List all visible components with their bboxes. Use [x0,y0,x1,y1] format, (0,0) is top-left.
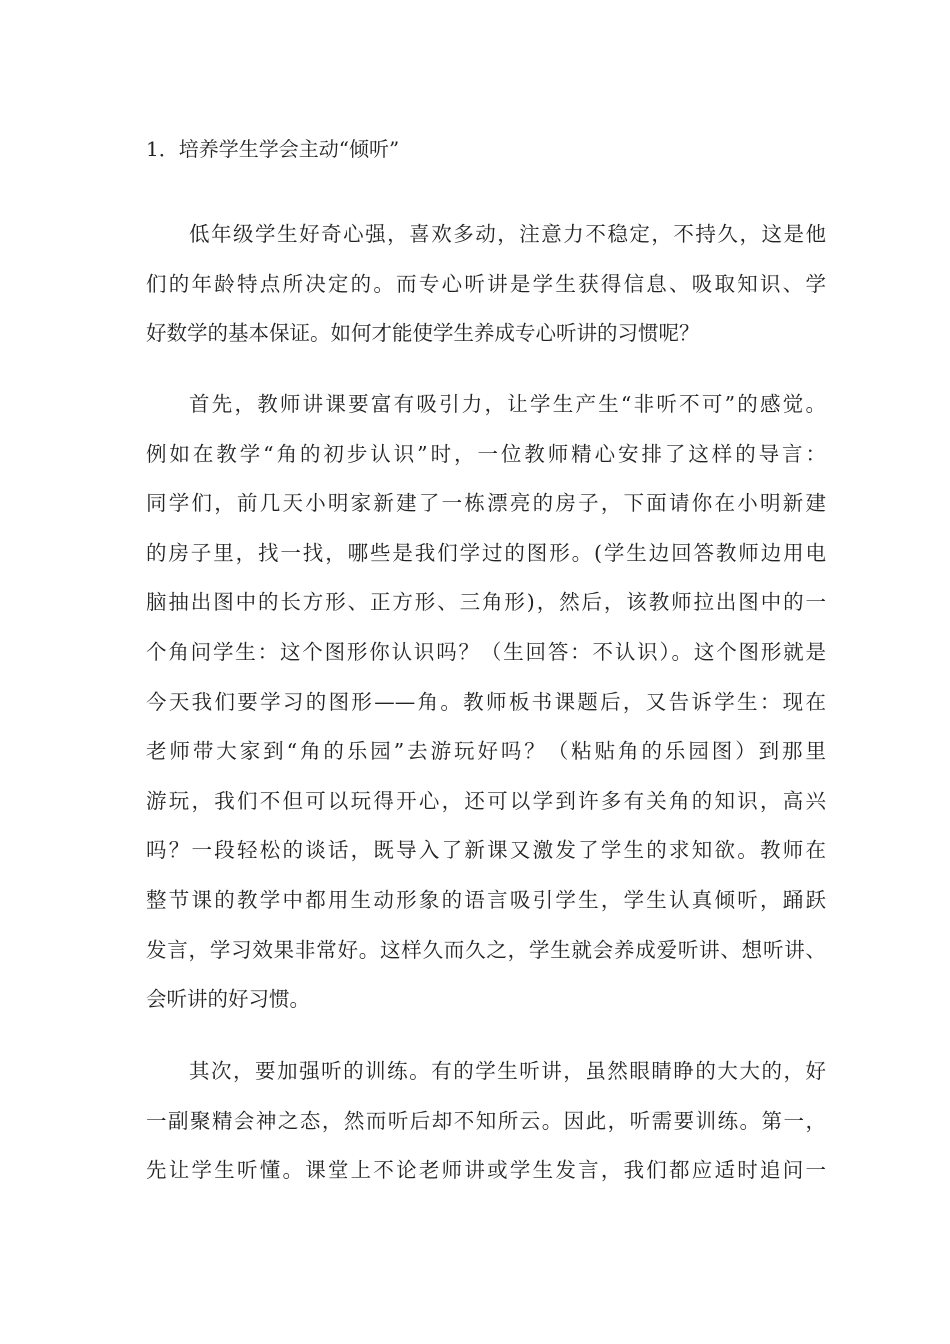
text-line: 先让学生听懂。课堂上不论老师讲或学生发言，我们都应适时追问一 [146,1158,826,1183]
text-line: 发言，学习效果非常好。这样久而久之，学生就会养成爱听讲、想听讲、 [146,937,826,962]
text-line: 们的年龄特点所决定的。而专心听讲是学生获得信息、吸取知识、学 [146,271,826,296]
text-line: 吗？一段轻松的谈话，既导入了新课又激发了学生的求知欲。教师在 [146,838,826,863]
section-heading: 1．培养学生学会主动“倾听” [146,137,400,161]
text-line: 游玩，我们不但可以玩得开心，还可以学到许多有关角的知识，高兴 [146,788,826,813]
text-line: 一副聚精会神之态，然而听后却不知所云。因此，听需要训练。第一， [146,1108,826,1133]
paragraph-second-method [146,1047,826,1196]
text-line: 脑抽出图中的长方形、正方形、三角形)，然后，该教师拉出图中的一 [146,590,826,615]
text-line: 低年级学生好奇心强，喜欢多动，注意力不稳定，不持久，这是他 [189,222,826,246]
text-line: 会听讲的好习惯。 [146,987,310,1012]
paragraph-listening-intro [146,210,826,359]
text-line: 同学们，前几天小明家新建了一栋漂亮的房子，下面请你在小明新建 [146,491,826,516]
paragraph-first-method [146,380,826,1025]
text-line: 的房子里，找一找，哪些是我们学过的图形。(学生边回答教师边用电 [146,540,826,565]
text-line: 首先，教师讲课要富有吸引力，让学生产生“非听不可”的感觉。 [189,392,826,416]
text-line: 个角问学生：这个图形你认识吗？（生回答：不认识）。这个图形就是 [146,639,826,664]
text-line: 今天我们要学习的图形——角。教师板书课题后，又告诉学生：现在 [146,689,826,714]
text-line: 其次，要加强听的训练。有的学生听讲，虽然眼睛睁的大大的，好 [189,1059,826,1083]
text-line: 老师带大家到“角的乐园”去游玩好吗？（粘贴角的乐园图）到那里 [146,739,826,764]
text-line: 整节课的教学中都用生动形象的语言吸引学生，学生认真倾听，踊跃 [146,887,826,912]
text-line: 例如在教学“角的初步认识”时，一位教师精心安排了这样的导言： [146,441,826,466]
text-line: 好数学的基本保证。如何才能使学生养成专心听讲的习惯呢？ [146,321,700,346]
